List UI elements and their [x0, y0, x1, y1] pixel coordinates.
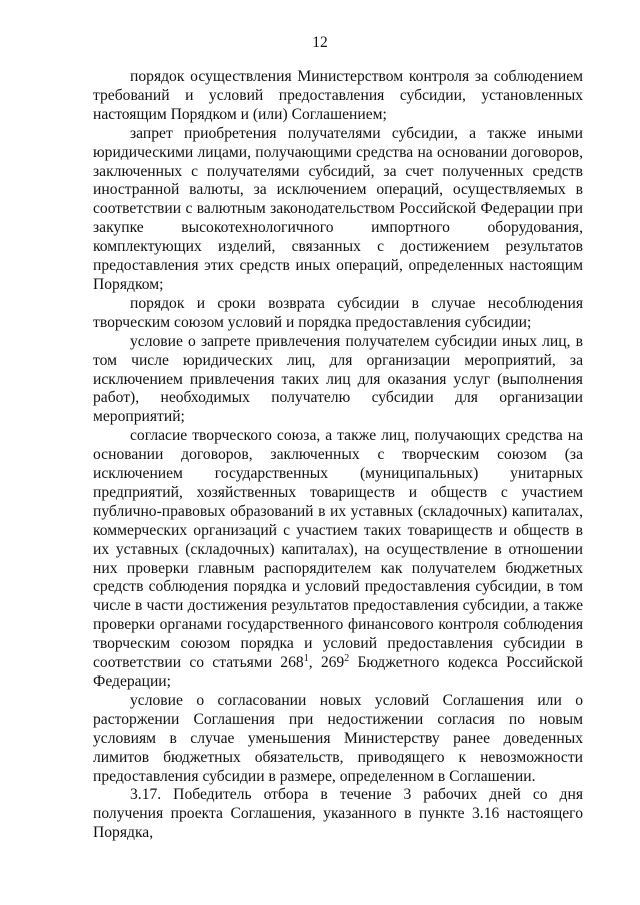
paragraph-new-conditions: условие о согласовании новых условий Соглашения или о расторжении Соглашения при недостижении согласия по новым условиям в случае уменьшения Министерству ранее доведенных лимитов бюджетных обязательств, приводящего к невозможности предоставления субсидии в размере, определенном в Соглашении.: [93, 691, 583, 785]
footnote-superscript: 2: [344, 653, 350, 665]
paragraph-inspection-consent-text: согласие творческого союза, а также лиц, получающих средства на основании договоров, заключенных с творческим союзом (за исключением государственных (муниципальных) унитарных предприятий, хозяйственных товариществ и обществ с участием публично-правовых образований в их уставных (складочных) капиталах, коммерческих организаций с участием таких товариществ и обществ в их уставных (складочных) капиталах), на осуществление в отношении них проверки главным распорядителем как получателем бюджетных средств соблюдения порядка и условий предоставления субсидии, в том числе в части достижения результатов предоставления субсидии, а также проверки органами государственного финансового контроля соблюдения творческим союзом порядка и условий предоставления субсидии в соответствии со статьями 268: [93, 427, 583, 672]
footnote-superscript: 1: [303, 653, 309, 665]
document-body: [93, 68, 583, 843]
paragraph-return-procedure: порядок и сроки возврата субсидии в случае несоблюдения творческим союзом условий и порядка предоставления субсидии;: [93, 294, 583, 331]
paragraph-inspection-consent: [93, 427, 583, 692]
paragraph-inspection-consent-ending: Бюджетного кодекса Российской Федерации;: [93, 654, 584, 690]
article-separator: , 269: [308, 654, 345, 672]
page-number: 12: [312, 34, 328, 51]
paragraph-third-party-ban: условие о запрете привлечения получателем субсидии иных лиц, в том числе юридических лиц, для организации мероприятий, за исключением привлечения таких лиц для оказания услуг (выполнения работ), необходимых получателю субсидии для организации мероприятий;: [93, 332, 583, 426]
paragraph-control-procedure: порядок осуществления Министерством контроля за соблюдением требований и условий предоставления субсидии, установленных настоящим Порядком и (или) Соглашением;: [93, 68, 583, 123]
paragraph-3-17: 3.17. Победитель отбора в течение 3 рабочих дней со дня получения проекта Соглашения, указанного в пункте 3.16 настоящего Порядка,: [93, 786, 583, 842]
paragraph-foreign-currency-ban: запрет приобретения получателями субсидии, а также иными юридическими лицами, получающими средства на основании договоров, заключенных с получателями субсидий, за счет полученных средств иностранной валюты, за исключением операций, осуществляемых в соответствии с валютным законодательством Российской Федерации при закупке высокотехнологичного импортного оборудования, комплектующих изделий, связанных с достижением результатов предоставления этих средств иных операций, определенных настоящим Порядком;: [93, 124, 583, 293]
